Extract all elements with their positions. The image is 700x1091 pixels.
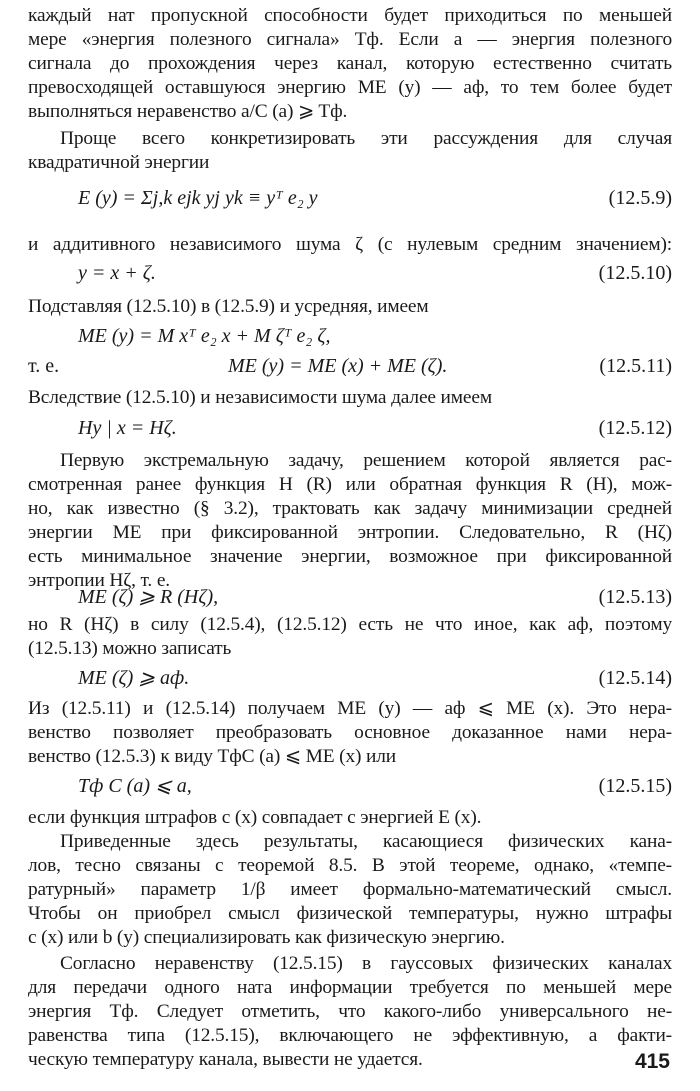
equation-12-5-13 — [28, 583, 672, 611]
equation-number: (12.5.11) — [599, 355, 672, 377]
text-line: смотренная ранее функция H (R) или обратная функция R (H), мож- — [28, 474, 672, 495]
text-line: и аддитивного независимого шума ζ (с нулевым средним значением): — [28, 234, 672, 255]
text-line: Из (12.5.11) и (12.5.14) получаем ME (y) — aф ⩽ ME (x). Это нера- — [28, 698, 672, 719]
equation-12-5-9 — [28, 184, 672, 212]
text-line: для передачи одного ната информации требуется по меньшей мере — [28, 977, 672, 998]
text-line: но, как известно (§ 3.2), трактовать как задачу минимизации средней — [28, 498, 672, 519]
text-line: энтропии Hζ, т. е. — [28, 570, 170, 591]
equation-number: (12.5.13) — [598, 586, 672, 608]
equation-number: (12.5.14) — [598, 667, 672, 689]
text-line: выполняться неравенство a/C (a) ⩾ Tф. — [28, 101, 348, 122]
text-line: сигнала до прохождения через канал, которую естественно считать — [28, 53, 672, 74]
text-line: равенства типа (12.5.15), включающего не эффективную, а факти- — [28, 1025, 672, 1046]
text-line: Согласно неравенству (12.5.15) в гауссовых физических каналах — [60, 953, 672, 974]
text-line: ческую температуру канала, вывести не удается. — [28, 1049, 423, 1070]
equation-number: (12.5.10) — [598, 262, 672, 284]
equation-formula: ME (y) = M xᵀ e₂ x + M ζᵀ e₂ ζ, — [78, 325, 331, 347]
text-line: Проще всего конкретизировать эти рассуждения для случая — [60, 128, 672, 149]
text-line: Подставляя (12.5.10) в (12.5.9) и усредняя, имеем — [28, 296, 429, 317]
text-line: есть минимальное значение энергии, возможное при фиксированной — [28, 546, 672, 567]
text-line: квадратичной энергии — [28, 152, 210, 173]
equation-number: (12.5.12) — [598, 417, 672, 439]
text-line: (12.5.13) можно записать — [28, 638, 232, 659]
text-line: ратурный» параметр 1/β имеет формально-математический смысл. — [28, 879, 672, 900]
text-line: венство (12.5.3) к виду TфC (a) ⩽ ME (x) или — [28, 746, 396, 767]
equation-number: (12.5.9) — [608, 187, 672, 209]
equation-12-5-12 — [28, 414, 672, 442]
text-line: каждый нат пропускной способности будет приходиться по меньшей — [28, 5, 672, 26]
equation-formula: Tф C (a) ⩽ a, — [78, 775, 192, 797]
page-number: 415 — [634, 1050, 670, 1073]
text-line: c (x) или b (y) специализировать как физическую энергию. — [28, 927, 505, 948]
text-line: энергии ME при фиксированной энтропии. Следовательно, R (Hζ) — [28, 522, 672, 543]
equation-formula: Hy | x = Hζ. — [78, 417, 177, 439]
equation-formula: ME (ζ) ⩾ R (Hζ), — [78, 586, 219, 608]
text-line: если функция штрафов c (x) совпадает с энергией E (x). — [28, 807, 482, 828]
equation-12-5-14 — [28, 664, 672, 692]
text-line: венство позволяет преобразовать основное доказанное нами нера- — [28, 722, 672, 743]
equation-number: (12.5.15) — [598, 775, 672, 797]
text-line: мере «энергия полезного сигнала» Tф. Если a — энергия полезного — [28, 29, 672, 50]
equation-prefix: т. е. — [28, 355, 60, 377]
equation-formula: E (y) = Σj,k ejk yj yk ≡ yᵀ e₂ y — [78, 187, 318, 209]
text-line: энергия Tф. Следует отметить, что какого-либо универсального не- — [28, 1001, 672, 1022]
equation-12-5-10 — [28, 259, 672, 287]
equation-formula: ME (y) = ME (x) + ME (ζ). — [228, 355, 448, 377]
equation-12-5-15 — [28, 772, 672, 800]
equation-12-5-11 — [28, 352, 672, 380]
equation-formula: y = x + ζ. — [78, 262, 156, 284]
text-line: Чтобы он приобрел смысл физической температуры, нужно штрафы — [28, 903, 672, 924]
text-line: Приведенные здесь результаты, касающиеся физических кана- — [60, 831, 672, 852]
equation-expectation — [28, 322, 672, 350]
text-line: Первую экстремальную задачу, решением которой является рас- — [60, 450, 672, 471]
text-line: лов, тесно связаны с теоремой 8.5. В этой теореме, однако, «темпе- — [28, 855, 672, 876]
text-line: превосходящей оставшуюся энергию ME (y) — aф, то тем более будет — [28, 77, 672, 98]
text-line: но R (Hζ) в силу (12.5.4), (12.5.12) есть не что иное, как aф, поэтому — [28, 614, 672, 635]
text-line: Вследствие (12.5.10) и независимости шума далее имеем — [28, 387, 492, 408]
equation-formula: ME (ζ) ⩾ aф. — [78, 667, 190, 689]
